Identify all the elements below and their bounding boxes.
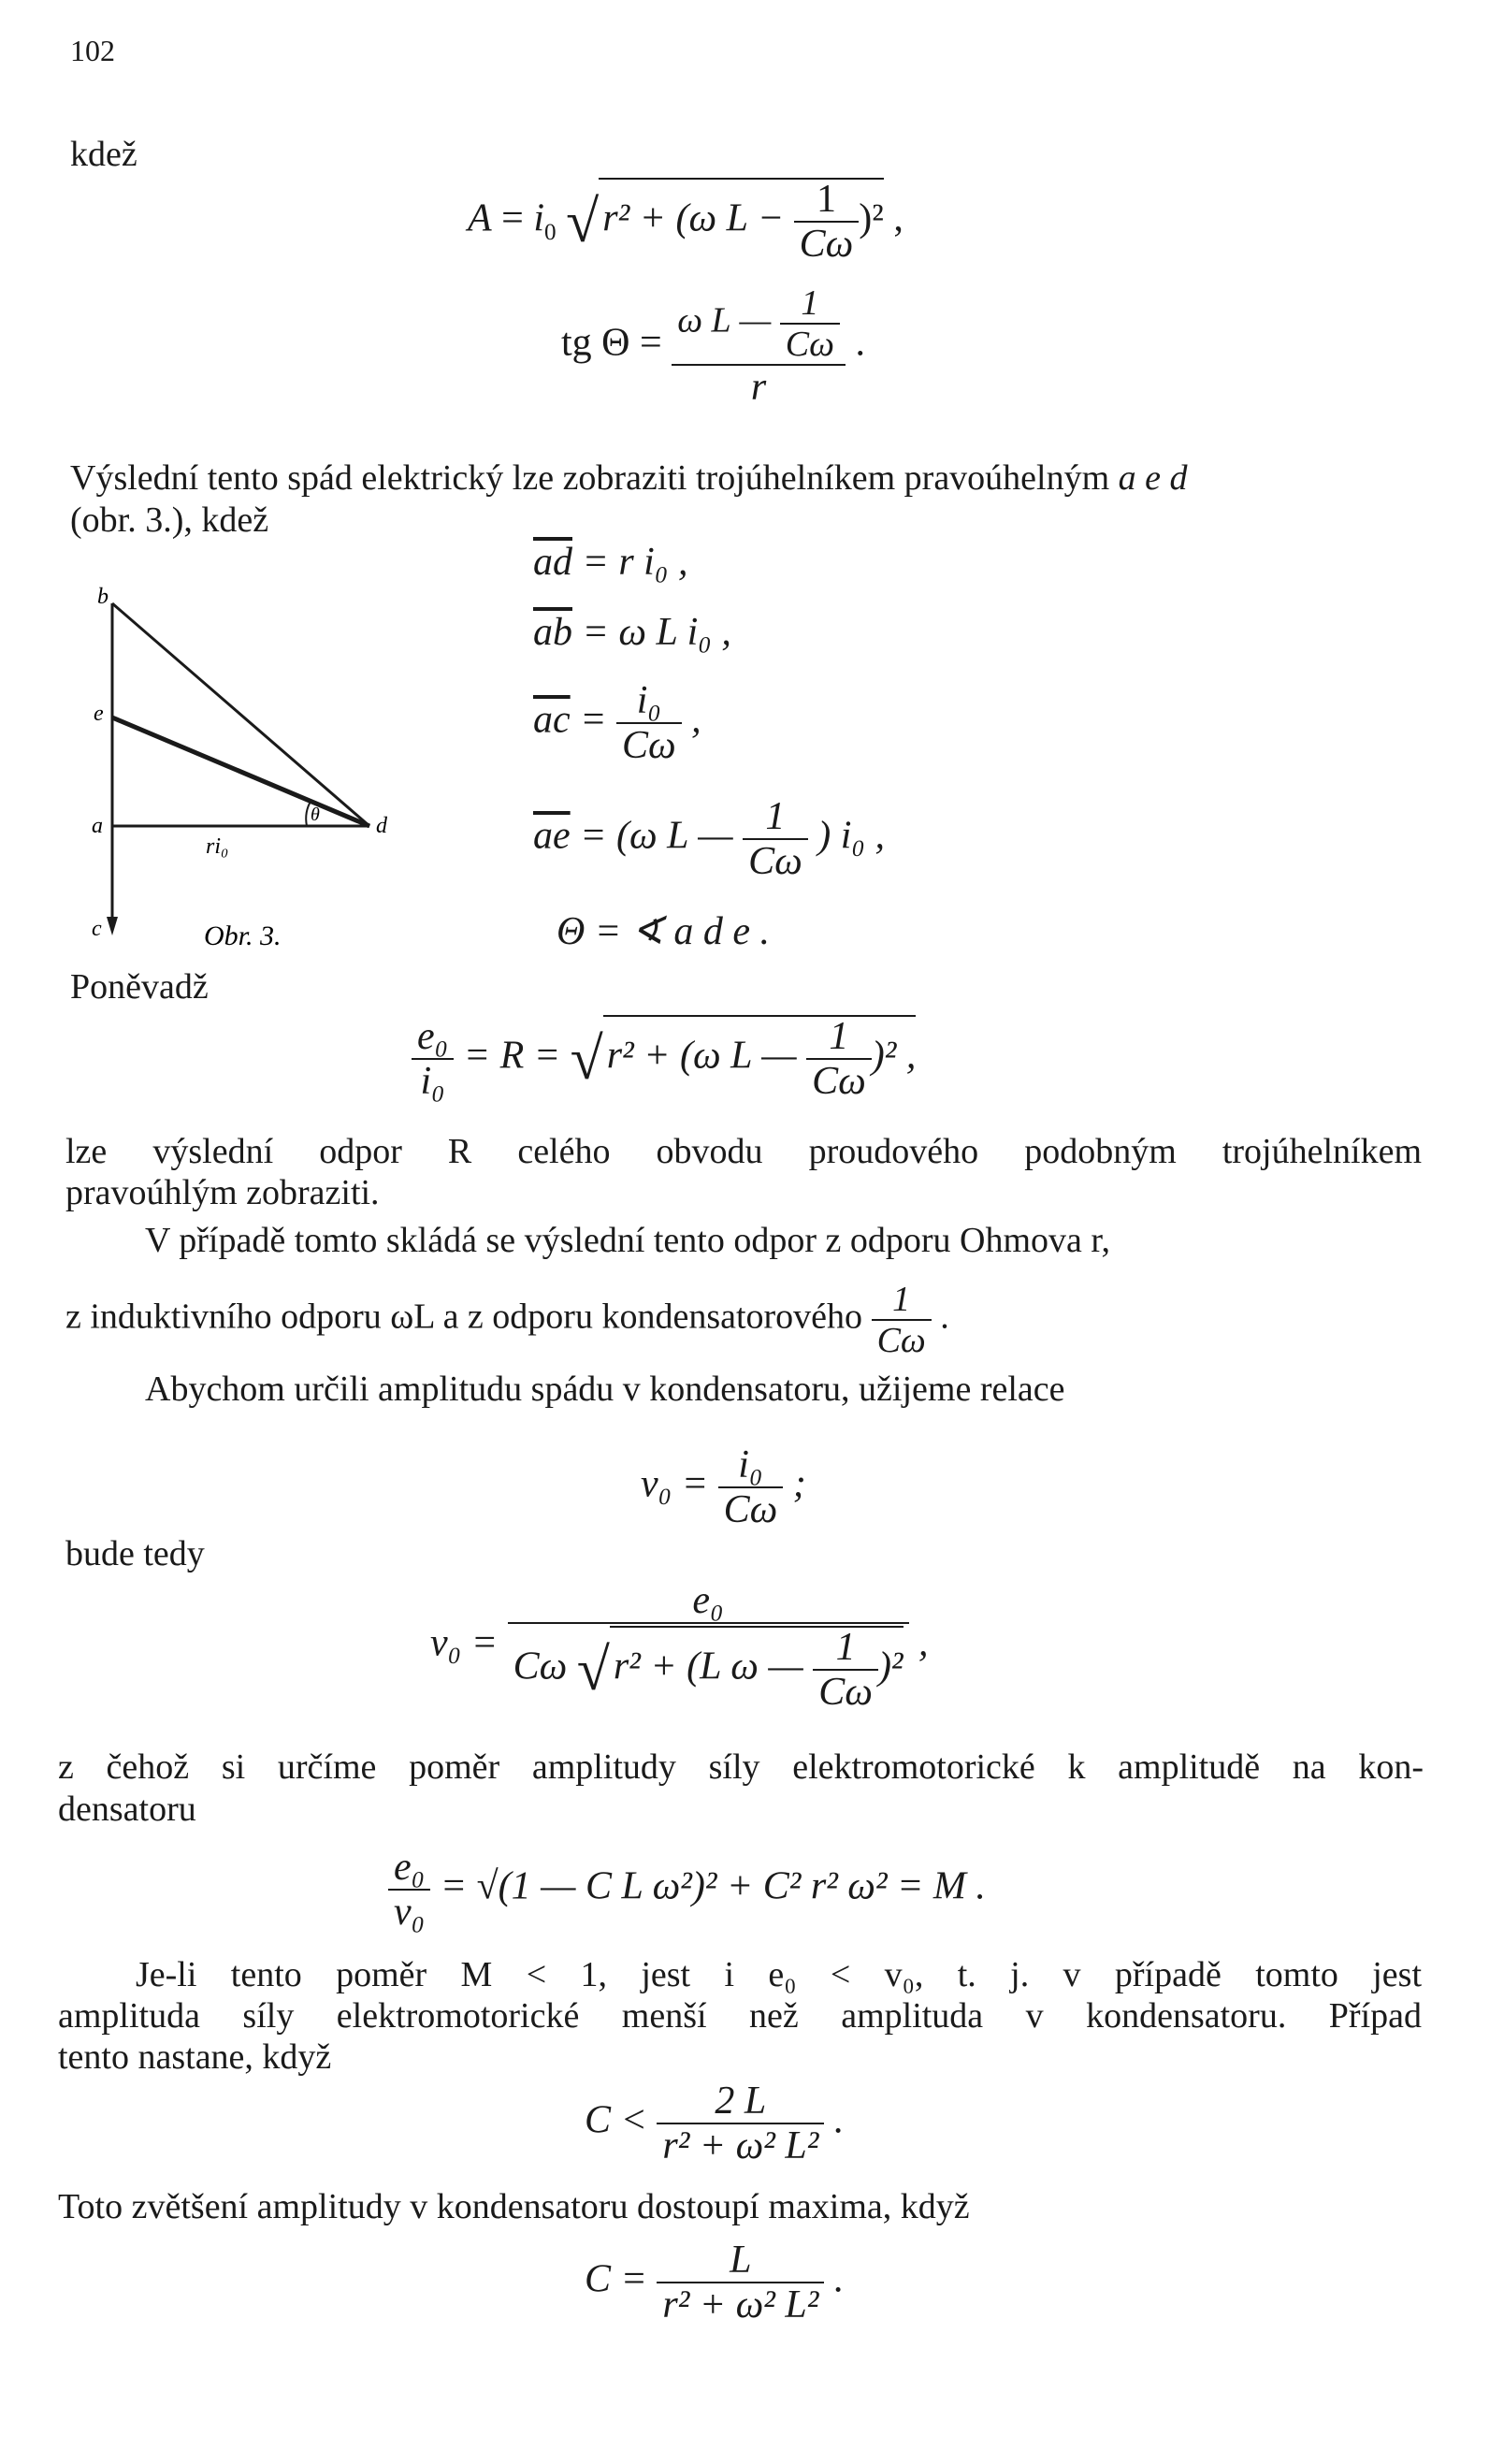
eq-tg-inner-den: Cω (785, 325, 834, 364)
equation-ae (533, 797, 885, 881)
eq-c1-lhs: C < (585, 2098, 647, 2142)
eq-a-fraction (794, 180, 860, 264)
eq-m-fraction (388, 1848, 430, 1932)
equation-resistance (412, 1015, 916, 1101)
eq-ac-lhs: $\overline{ac}$ (533, 698, 571, 742)
eq-ab-rhs: = ω L i₀ , (582, 611, 731, 654)
para3-fraction (872, 1282, 932, 1358)
equation-theta: Θ = ∢ a d e . (557, 910, 771, 953)
equation-ab (533, 613, 731, 652)
eq-m-rhs: = √(1 — C L ω²)² + C² r² ω² = M . (440, 1864, 986, 1908)
eq-a-i0: i (533, 196, 545, 240)
fig-label-d: d (376, 814, 387, 838)
para2-line2: pravoúhlým zobraziti. (65, 1173, 380, 1212)
equation-c-less (585, 2081, 844, 2166)
para6-line1: Je-li tento poměr M < 1, jest i e₀ < v₀, t. j. v případě tomto jest (136, 1955, 1422, 1994)
eq-m-den: v₀ (394, 1891, 426, 1934)
eq-v0a-den: Cω (723, 1488, 778, 1531)
eq-v0b-fnum: 1 (813, 1628, 878, 1671)
eq-v0b-den-pre: Cω (513, 1645, 568, 1689)
para6-line2: amplituda síly elektromotorické menší než amplituda v kondensatoru. Případ (58, 1996, 1422, 2036)
para3-line1: V případě tomto skládá se výslední tento odpor z odporu Ohmova r, (145, 1221, 1111, 1260)
eq-ae-num: 1 (743, 797, 808, 840)
eq-ac-num: i₀ (616, 681, 682, 724)
para6-line3: tento nastane, když (58, 2037, 332, 2077)
eq-c1-fraction (657, 2081, 824, 2166)
eq-v0b-den-root: r² + (L ω — (613, 1645, 803, 1689)
eq-v0b-trail: , (918, 1621, 929, 1665)
radical-sign: √ (570, 1025, 603, 1092)
equation-ad (533, 543, 687, 582)
eq-c2-trail: . (833, 2257, 845, 2301)
equation-v0-relation (641, 1445, 806, 1529)
eq-r-inner-fraction (806, 1017, 872, 1101)
eq-tg-fraction (672, 285, 846, 407)
para3-text: z induktivního odporu ωL a z odporu kondensatorového (65, 1297, 863, 1337)
eq-a-sub: 0 (544, 220, 557, 246)
eq-ae-fraction (743, 797, 808, 881)
fig-label-theta: θ (311, 804, 320, 825)
para3-fnum: 1 (872, 1282, 932, 1321)
figure-triangle (65, 575, 421, 968)
equation-v0-result (430, 1581, 929, 1712)
eq-ae-den: Cω (748, 840, 802, 883)
para7: Toto zvětšení amplitudy v kondensatoru dostoupí maxima, když (58, 2187, 970, 2226)
eq-a-lhs: A (468, 196, 492, 240)
eq-r-root: r² + (ω L — (606, 1034, 797, 1078)
eq-r-den: i₀ (420, 1060, 445, 1103)
eq-ac-trail: , (691, 698, 701, 742)
eq-ae-close: ) i₀ , (817, 814, 886, 858)
para3-trail: . (940, 1297, 949, 1337)
eq-a-num: 1 (794, 180, 860, 223)
fig-label-e: e (94, 702, 104, 726)
eq-ac-den: Cω (622, 724, 676, 767)
eq-v0a-num: i₀ (718, 1445, 784, 1488)
fig-label-b: b (97, 585, 108, 609)
equation-amplitude (468, 178, 904, 264)
eq-tg-inner-num: 1 (780, 285, 840, 325)
eq-c1-num: 2 L (657, 2081, 824, 2124)
eq-a-eq: = (501, 196, 524, 240)
fig-caption: Obr. 3. (204, 920, 282, 951)
eq-tg-inner-fraction (780, 285, 840, 362)
eq-a-root: r² + (ω L − (602, 196, 785, 240)
eq-tg-den: r (750, 366, 767, 409)
eq-v0b-den-close: )² (877, 1645, 904, 1689)
eq-ae-lhs: $\overline{ae}$ (533, 814, 571, 858)
eq-ad-lhs: $\overline{ad}$ (533, 541, 572, 584)
eq-ad-rhs: = r i₀ , (582, 541, 688, 584)
equation-tangent (561, 285, 865, 407)
fig-label-c: c (92, 917, 102, 941)
eq-v0b-fden: Cω (818, 1671, 873, 1714)
eq-c1-trail: . (833, 2098, 845, 2142)
para2-line1: lze výslední odpor R celého obvodu proudového podobným trojúhelníkem (65, 1132, 1422, 1171)
eq-tg-trail: . (855, 321, 865, 365)
eq-a-trail: , (893, 196, 904, 240)
eq-v0a-lhs: v₀ = (641, 1462, 709, 1506)
eq-c2-fraction (657, 2240, 824, 2325)
para5-line1: z čehož si určíme poměr amplitudy síly elektromotorické k amplitudě na kon- (58, 1747, 1424, 1787)
para1-aed: a e d (1118, 458, 1188, 498)
fig-line-ed (112, 717, 369, 826)
para1-line2: (obr. 3.), kdež (70, 500, 269, 540)
fig-arrow-c (107, 917, 118, 935)
fig-label-a: a (92, 814, 103, 838)
eq-tg-num: ω L — (677, 300, 772, 341)
eq-a-den: Cω (799, 223, 854, 266)
eq-v0b-num: e₀ (508, 1581, 909, 1624)
eq-c2-num: L (657, 2240, 824, 2283)
equation-ratio-m (388, 1848, 986, 1932)
eq-ae-open: (ω L — (616, 814, 733, 858)
eq-ab-lhs: $\overline{ab}$ (533, 611, 572, 654)
para5-line2: densatoru (58, 1790, 196, 1829)
eq-v0a-trail: ; (792, 1462, 806, 1506)
eq-v0b-lhs: v₀ = (430, 1621, 499, 1665)
radical-sign: √ (566, 188, 600, 254)
eq-v0b-inner-fraction (813, 1628, 878, 1712)
text-kdez: kdež (70, 135, 137, 174)
eq-m-num: e₀ (388, 1848, 430, 1891)
eq-r-fden: Cω (812, 1060, 866, 1103)
page-number: 102 (70, 34, 115, 67)
radical-sign: √ (576, 1636, 610, 1703)
eq-r-num: e₀ (412, 1017, 454, 1060)
para1-line1 (70, 460, 1188, 496)
eq-r-close: )² , (871, 1034, 917, 1078)
para1-text: Výslední tento spád elektrický lze zobraziti trojúhelníkem pravoúhelným (70, 458, 1110, 498)
eq-c2-den: r² + ω² L² (662, 2283, 819, 2326)
eq-tg-lhs: tg Θ = (561, 321, 662, 365)
para4: Abychom určili amplitudu spádu v kondensatoru, užijeme relace (145, 1370, 1065, 1409)
eq-ac-fraction (616, 681, 682, 765)
eq-r-fraction (412, 1017, 454, 1101)
para3-line2 (65, 1282, 949, 1358)
para3-fden: Cω (876, 1321, 926, 1360)
eq-ac-eq: = (580, 698, 607, 742)
equation-ac (533, 681, 701, 765)
eq-v0a-fraction (718, 1445, 784, 1529)
eq-r-fnum: 1 (806, 1017, 872, 1060)
eq-r-mid: = R = (463, 1034, 561, 1078)
text-ponevadz: Poněvadž (70, 967, 209, 1007)
fig-label-ri0: ri₀ (206, 834, 229, 859)
text-bude-tedy: bude tedy (65, 1534, 205, 1573)
eq-v0b-fraction (508, 1581, 909, 1712)
fig-line-bd (112, 603, 369, 826)
equation-c-max (585, 2240, 844, 2325)
eq-c1-den: r² + ω² L² (662, 2124, 819, 2167)
eq-c2-lhs: C = (585, 2257, 647, 2301)
eq-ae-eq: = (580, 814, 607, 858)
eq-a-close: )² (859, 196, 884, 240)
